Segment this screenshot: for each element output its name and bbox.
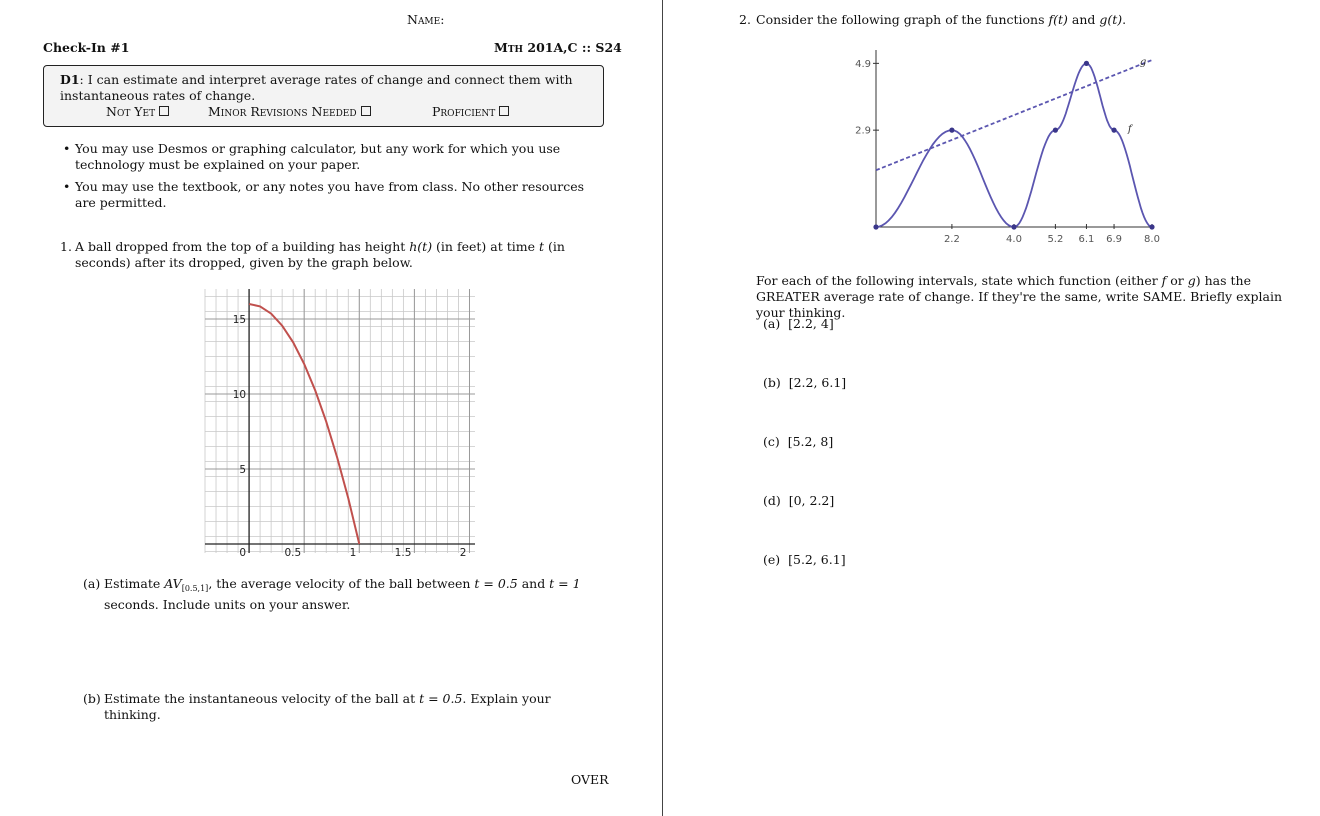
interval-item: (a) [2.2, 4] — [763, 316, 834, 331]
f-data-point — [1111, 128, 1116, 133]
f-data-point — [873, 224, 878, 229]
x-tick-label: 2.2 — [943, 234, 960, 245]
x-tick-label: 8.0 — [1144, 234, 1160, 245]
checkbox-not-yet[interactable] — [159, 106, 169, 116]
instruction-item: • You may use Desmos or graphing calculator, but any work for which you use technology must be explained on your paper. — [75, 141, 605, 173]
y-tick-label: 5 — [239, 464, 247, 476]
x-tick-label: 1 — [349, 547, 357, 557]
instruction-item: • You may use the textbook, or any notes you have from class. No other resources are permitted. — [75, 179, 605, 211]
part-b-label: (b) — [83, 691, 101, 706]
f-data-point — [1053, 128, 1058, 133]
rating-not-yet[interactable]: Not Yet — [106, 104, 169, 120]
f-data-point — [1011, 224, 1016, 229]
page-divider — [662, 0, 663, 816]
objective-text: D1: I can estimate and interpret average rates of change and connect them with instantaneous rates of change. — [60, 72, 573, 103]
f-data-point — [1084, 61, 1089, 66]
x-tick-label: 1.5 — [394, 547, 412, 557]
f-data-point — [949, 128, 954, 133]
f-data-point — [1149, 224, 1154, 229]
x-tick-label: 0.5 — [284, 547, 302, 557]
x-tick-label: 6.1 — [1078, 234, 1095, 245]
series-g-label: g — [1139, 57, 1147, 69]
part-a-text: Estimate $AV_{[0.5,1]}$, the average velocity of the ball between t = 0.5 and t = 1 seconds. Include units on your answer. — [104, 576, 581, 612]
series-f-label: f — [1127, 124, 1132, 136]
x-tick-label: 2 — [459, 547, 467, 557]
problem1-text: A ball dropped from the top of a building has height h(t) (in feet) at time t (in seconds) after its dropped, given by the graph below. — [75, 239, 565, 270]
checkbox-proficient[interactable] — [499, 106, 509, 116]
over-label: OVER — [571, 772, 609, 787]
part-a-label: (a) — [83, 576, 101, 591]
problem2-question: For each of the following intervals, state which function (either f or g) has the GREATER average rate of change. If they're the same, write SAME. Briefly explain your thinking. — [756, 273, 1283, 320]
y-tick-label: 4.9 — [855, 58, 871, 70]
interval-item: (d) [0, 2.2] — [763, 493, 835, 508]
rating-proficient[interactable]: Proficient — [432, 104, 509, 120]
height-graph — [200, 285, 480, 557]
part-b-text: Estimate the instantaneous velocity of the ball at t = 0.5. Explain your thinking. — [104, 691, 551, 722]
checkbox-minor-revisions[interactable] — [361, 106, 371, 116]
course-label: Mth 201A,C :: S24 — [494, 40, 622, 55]
problem1-number: 1. — [60, 239, 72, 254]
interval-item: (e) [5.2, 6.1] — [763, 552, 846, 567]
interval-item: (c) [5.2, 8] — [763, 434, 834, 449]
y-tick-label: 15 — [232, 314, 247, 326]
y-tick-label: 2.9 — [855, 125, 871, 137]
page-title: Check-In #1 — [43, 40, 130, 55]
objective-box — [43, 65, 604, 127]
x-tick-label: 0 — [239, 547, 247, 557]
x-tick-label: 6.9 — [1106, 234, 1123, 245]
y-tick-label: 10 — [232, 389, 247, 401]
series-g-line — [876, 60, 1152, 170]
x-tick-label: 5.2 — [1047, 234, 1064, 245]
series-f-curve — [876, 63, 1152, 227]
x-tick-label: 4.0 — [1006, 234, 1022, 245]
interval-item: (b) [2.2, 6.1] — [763, 375, 847, 390]
problem2-intro: Consider the following graph of the functions f(t) and g(t). — [756, 12, 1127, 27]
problem2-number: 2. — [739, 12, 751, 27]
function-graph — [840, 40, 1170, 250]
rating-minor-revisions[interactable]: Minor Revisions Needed — [208, 104, 371, 120]
name-label: Name: — [407, 12, 445, 27]
